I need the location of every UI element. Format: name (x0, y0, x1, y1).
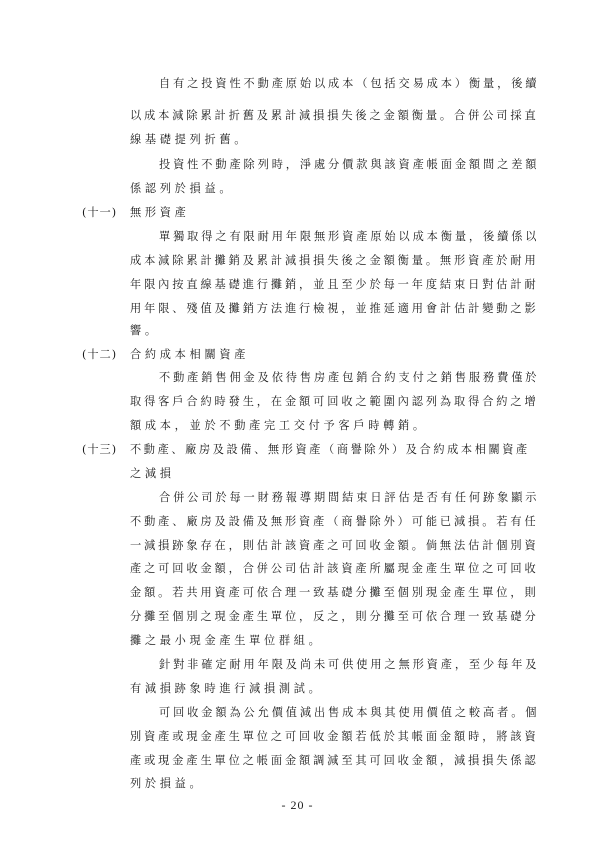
paragraph-line: 單獨取得之有限耐用年限無形資產原始以成本衡量，後續係以 (159, 230, 540, 243)
paragraph-line: 額成本，並於不動產完工交付予客戶時轉銷。 (130, 419, 428, 432)
paragraph-line: 別資產或現金產生單位之可回收金額若低於其帳面金額時，將該資 (130, 730, 539, 743)
paragraph-line: 係認列於損益。 (130, 182, 235, 195)
section-title-continued: 之減損 (130, 467, 175, 480)
paragraph-line: 有減損跡象時進行減損測試。 (130, 682, 324, 695)
paragraph-line: 分攤至個別之現金產生單位，反之，則分攤至可依合理一致基礎分 (130, 610, 539, 623)
section-title: 無形資產 (130, 206, 190, 219)
section-title: 合約成本相關資產 (130, 348, 250, 361)
paragraph-line: 響。 (130, 324, 160, 337)
paragraph-line: 列於損益。 (130, 777, 205, 790)
paragraph-line: 攤之最小現金產生單位群組。 (130, 634, 324, 647)
paragraph-line: 以成本減除累計折舊及累計減損損失後之金額衡量。合併公司採直 (130, 109, 539, 122)
paragraph-line: 取得客戶合約時發生，在金額可回收之範圍內認列為取得合約之增 (130, 395, 539, 408)
paragraph-line: 自有之投資性不動產原始以成本（包括交易成本）衡量，後續 (159, 77, 540, 90)
section-number: (十二) (82, 348, 118, 361)
paragraph-line: 可回收金額為公允價值減出售成本與其使用價值之較高者。個 (159, 706, 540, 719)
section-number: (十一) (82, 206, 118, 219)
paragraph-line: 一減損跡象存在，則估計該資產之可回收金額。倘無法估計個別資 (130, 539, 539, 552)
page-number: - 20 - (281, 798, 314, 812)
paragraph-line: 產或現金產生單位之帳面金額調減至其可回收金額，減損損失係認 (130, 754, 539, 767)
paragraph-line: 不動產銷售佣金及依待售房產包銷合約支付之銷售服務費僅於 (159, 371, 540, 384)
section-number: (十三) (82, 443, 118, 456)
paragraph-line: 產之可回收金額，合併公司估計該資產所屬現金產生單位之可回收 (130, 562, 539, 575)
paragraph-line: 用年限、殘值及攤銷方法進行檢視，並推延適用會計估計變動之影 (130, 302, 539, 315)
paragraph-line: 線基礎提列折舊。 (130, 133, 250, 146)
paragraph-line: 針對非確定耐用年限及尚未可供使用之無形資產，至少每年及 (159, 658, 540, 671)
paragraph-line: 投資性不動產除列時，淨處分價款與該資產帳面金額間之差額 (159, 158, 540, 171)
paragraph-line: 金額。若共用資產可依合理一致基礎分攤至個別現金產生單位，則 (130, 586, 539, 599)
section-title: 不動產、廠房及設備、無形資產（商譽除外）及合約成本相關資產 (130, 443, 530, 456)
paragraph-line: 合併公司於每一財務報導期間結束日評估是否有任何跡象顯示 (159, 491, 540, 504)
paragraph-line: 成本減除累計攤銷及累計減損損失後之金額衡量。無形資產於耐用 (130, 254, 539, 267)
paragraph-line: 年限內按直線基礎進行攤銷，並且至少於每一年度結束日對估計耐 (130, 278, 539, 291)
paragraph-line: 不動產、廠房及設備及無形資產（商譽除外）可能已減損。若有任 (130, 515, 539, 528)
